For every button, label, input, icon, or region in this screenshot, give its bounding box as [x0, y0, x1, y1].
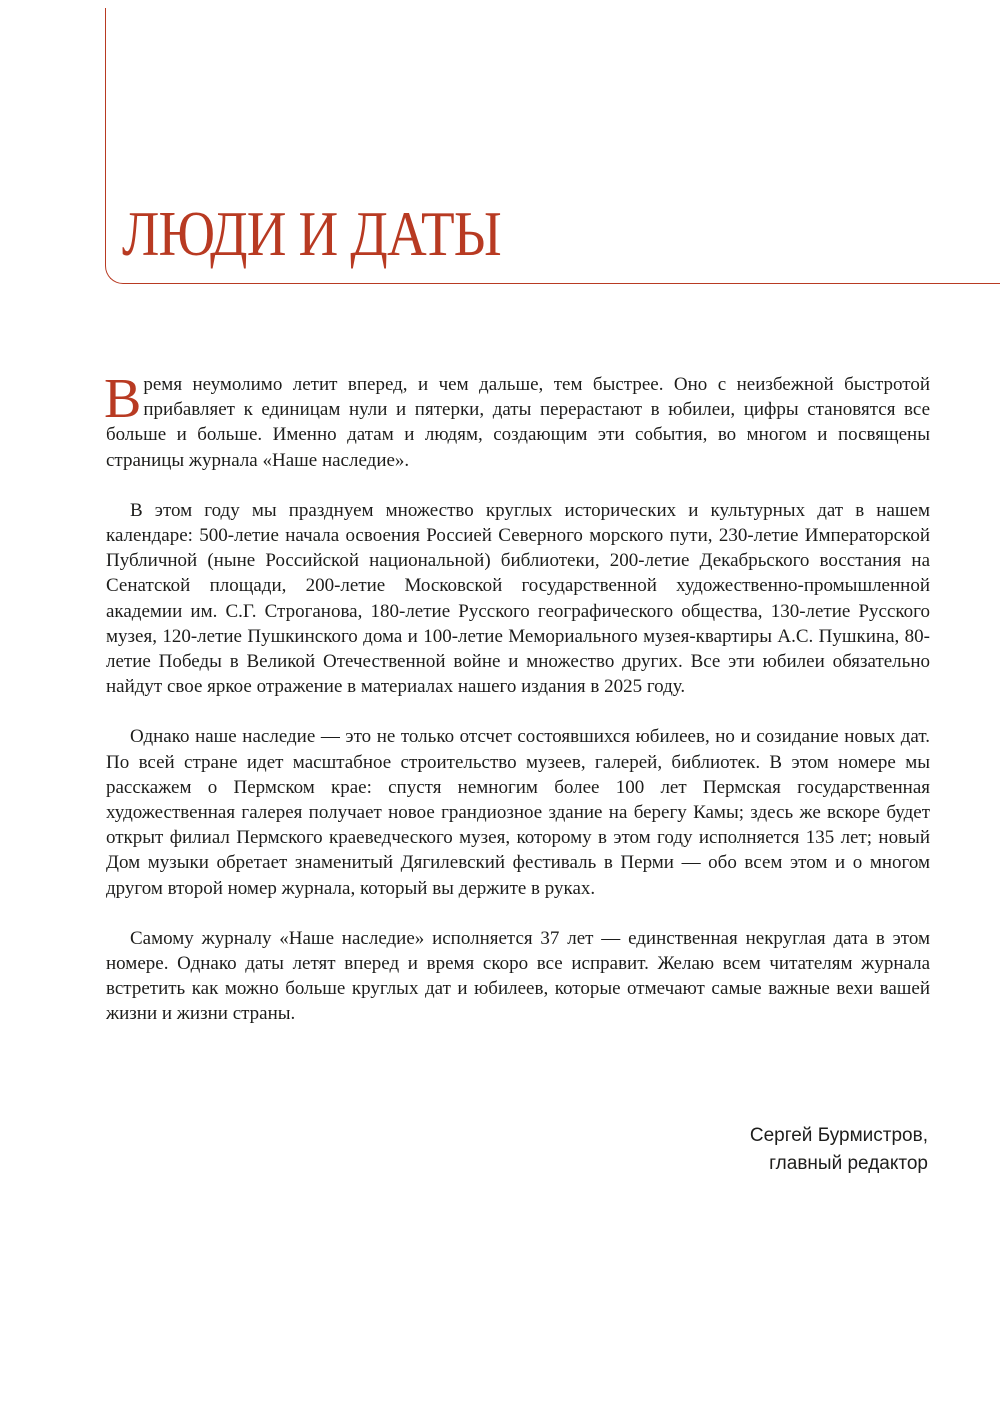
drop-cap-letter: В: [104, 368, 142, 430]
article-paragraph-1: [104, 368, 930, 473]
author-signature: [750, 1122, 928, 1178]
article-paragraph-3: Однако наше наследие — это не только отсчет состоявшихся юбилеев, но и созидание новых дат. По всей стране идет масштабное строительство музеев, галерей, библиотек. В этом номере мы расскажем о Пермском крае: спустя немногим более 100 лет Пермская государственная художественная галерея получает новое грандиозное здание на берегу Камы; здесь же вскоре будет открыт филиал Пермского краеведческого музея, которому в этом году исполняется 135 лет; новый Дом музыки обретает знаменитый Дягилевский фестиваль в Перми — обо всем этом и о многом другом второй номер журнала, который вы держите в руках.: [106, 726, 930, 899]
paragraph-text: ремя неумолимо летит вперед, и чем дальше, тем быстрее. Оно с неизбежной быстротой прибавляет к единицам нули и пятерки, даты перерастают в юбилеи, цифры становятся все больше и больше. Именно датам и людям, создающим эти события, во многом и посвящены страницы журнала «Наше наследие».: [106, 374, 930, 471]
section-title: ЛЮДИ И ДАТЫ: [122, 198, 501, 269]
author-role: главный редактор: [769, 1153, 928, 1174]
article-paragraph-4: Самому журналу «Наше наследие» исполняется 37 лет — единственная некруглая дата в этом номере. Однако даты летят вперед и время скоро все исправит. Желаю всем читателям журнала встретить как можно больше круглых дат и юбилеев, которые отмечают самые важные вехи вашей жизни и жизни страны.: [106, 927, 930, 1025]
article-paragraph-2: В этом году мы празднуем множество круглых исторических и культурных дат в нашем календаре: 500-летие начала освоения Россией Северного морского пути, 230-летие Императорской Публичной (ныне Российской национальной) библиотеки, 200-летие Декабрьского восстания на Сенатской площади, 200-летие Московской государственной художественно-промышленной академии им. С.Г. Строганова, 180-летие Русского географического общества, 130-летие Русского музея, 120-летие Пушкинского дома и 100-летие Мемориального музея-квартиры А.С. Пушкина, 80-летие Победы в Великой Отечественной войне и множество других. Все эти юбилеи обязательно найдут свое яркое отражение в материалах нашего издания в 2025 году.: [106, 499, 930, 698]
author-name: Сергей Бурмистров,: [749, 1125, 928, 1146]
article-body: [104, 368, 930, 1052]
